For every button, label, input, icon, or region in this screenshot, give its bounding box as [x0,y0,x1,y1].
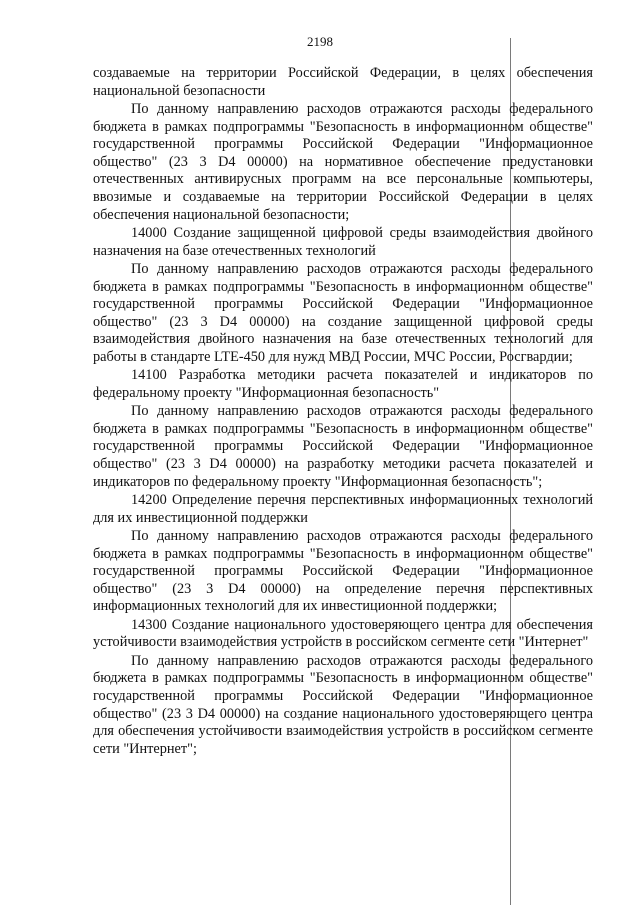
paragraph-code-heading: 14300 Создание национального удостоверяющего центра для обеспечения устойчивости взаимодействия устройств в российском сегменте сети "Интернет" [93,616,593,651]
paragraph-description: По данному направлению расходов отражаются расходы федерального бюджета в рамках подпрограммы "Безопасность в информационном обществе" государственной программы Российской Федерации "Информационное общество" (23 3 D4 00000) на создание национального удостоверяющего центра для обеспечения устойчивости взаимодействия устройств в российском сегменте сети "Интернет"; [93,652,593,757]
paragraph-code-heading: 14200 Определение перечня перспективных информационных технологий для их инвестиционной поддержки [93,492,593,526]
paragraph-continuation: создаваемые на территории Российской Федерации, в целях обеспечения национальной безопасности [93,65,593,99]
paragraph-code-heading: 14100 Разработка методики расчета показателей и индикаторов по федеральному проекту "Информационная безопасность" [93,367,593,401]
page-number: 2198 [307,34,333,49]
paragraph-description: По данному направлению расходов отражаются расходы федерального бюджета в рамках подпрограммы "Безопасность в информационном обществе" государственной программы Российской Федерации "Информационное общество" (23 3 D4 00000) на разработку методики расчета показателей и индикаторов по федеральному проекту "Информационная безопасность"; [93,403,593,490]
paragraph-description: По данному направлению расходов отражаются расходы федерального бюджета в рамках подпрограммы "Безопасность в информационном обществе" государственной программы Российской Федерации "Информационное общество" (23 3 D4 00000) на создание защищенной цифровой среды взаимодействия двойного назначения на базе отечественных технологий для работы в стандарте LTE-450 для нужд МВД России, МЧС России, Росгвардии; [93,260,593,365]
paragraph-description: По данному направлению расходов отражаются расходы федерального бюджета в рамках подпрограммы "Безопасность в информационном обществе" государственной программы Российской Федерации "Информационное общество" (23 3 D4 00000) на нормативное обеспечение предустановки отечественных антивирусных программ на все персональные компьютеры, ввозимые и создаваемые на территории Российской Федерации в целях обеспечения национальной безопасности; [93,100,593,223]
paragraph-code-heading: 14000 Создание защищенной цифровой среды взаимодействия двойного назначения на базе отечественных технологий [93,224,593,259]
paragraph-description: По данному направлению расходов отражаются расходы федерального бюджета в рамках подпрограммы "Безопасность в информационном обществе" государственной программы Российской Федерации "Информационное общество" (23 3 D4 00000) на определение перечня перспективных информационных технологий для их инвестиционной поддержки; [93,528,593,615]
document-body [93,65,593,759]
